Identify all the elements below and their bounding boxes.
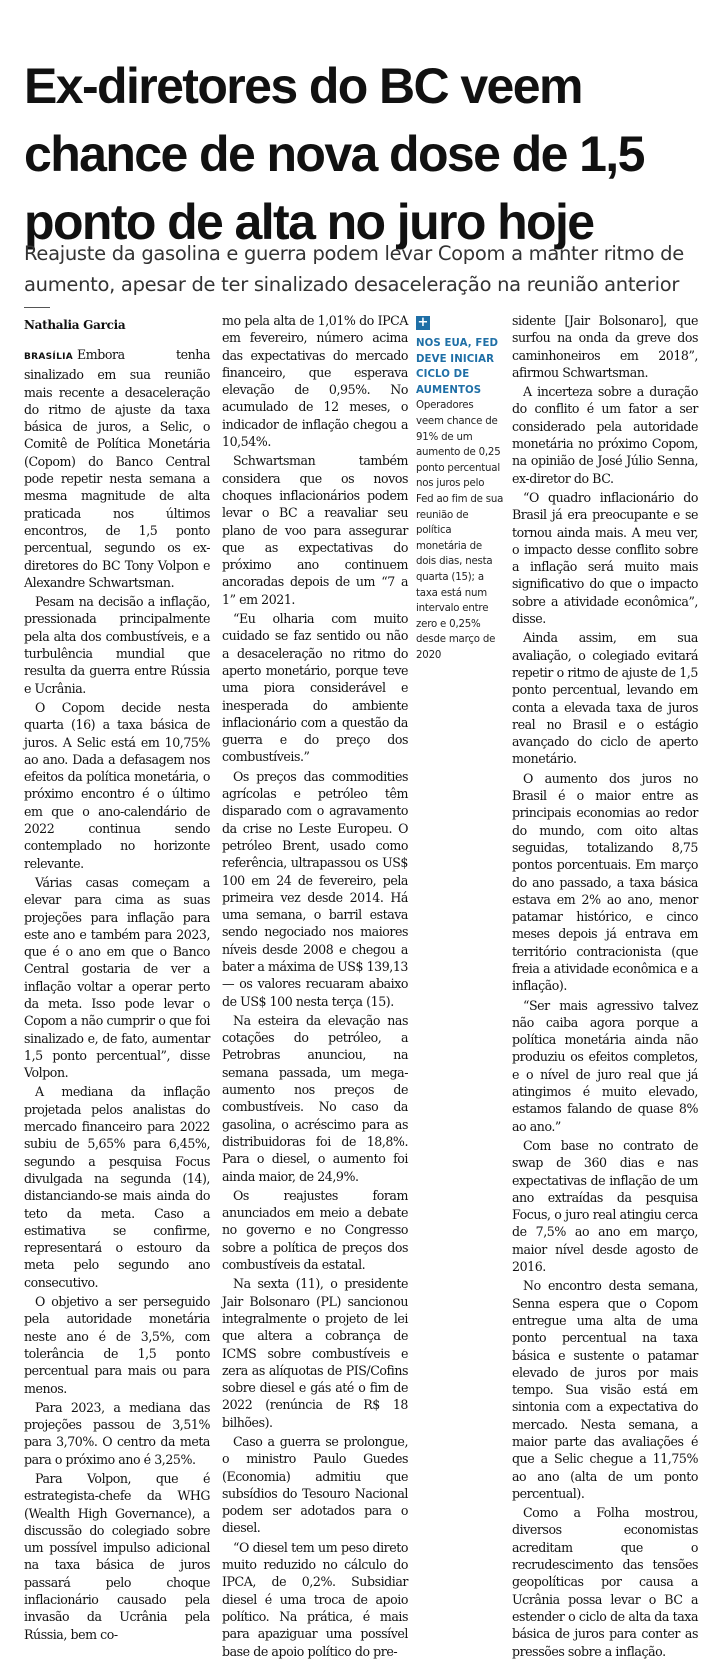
byline-rule bbox=[24, 307, 50, 308]
article-paragraph: Caso a guerra se prolongue, o ministro Paulo Guedes (Economia) admitiu que subsídios do Tesouro Nacional podem ser adotados para o diesel. bbox=[222, 1434, 408, 1536]
dateline: BRASÍLIA bbox=[24, 352, 74, 362]
article-paragraph: Várias casas começam a elevar para cima as suas projeções para inflação para este ano e também para 2023, que é o ano em que o Banco Central gostaria de ver a inflação voltar a operar perto da meta. Isso pode levar o Copom a não cumprir o que foi sinalizado e, de fato, aumentar 1,5 ponto percentual”, disse Volpon. bbox=[24, 874, 210, 1081]
article-paragraph: “Eu olharia com muito cuidado se faz sentido ou não a desaceleração no ritmo do aperto monetário, porque teve uma piora considerável e inesperada do ambiente inflacionário com a questão da guerra e do preço dos combustíveis.” bbox=[222, 611, 408, 765]
plus-icon: + bbox=[417, 315, 429, 330]
subheadline: Reajuste da gasolina e guerra podem levar Copom a manter ritmo de aumento, apesar de ter sinalizado desaceleração na reunião anterior bbox=[24, 242, 684, 296]
article-paragraph: Os reajustes foram anunciados em meio a debate no governo e no Congresso sobre a política de preços dos combustíveis da estatal. bbox=[222, 1187, 408, 1273]
article-paragraph: “O quadro inflacionário do Brasil já era preocupante e se tornou ainda mais. A meu ver, o impacto desse conflito sobre a inflação será muito mais significativo do que o impacto sobre a atividade econômica”, disse. bbox=[512, 489, 698, 627]
article-paragraph: sidente [Jair Bolsonaro], que surfou na onda da greve dos caminhoneiros em 2018”, afirmou Schwartsman. bbox=[512, 313, 698, 380]
sidebar-title: NOS EUA, FED DEVE INICIAR CICLO DE AUMENTOS bbox=[416, 338, 499, 396]
article-paragraph: O Copom decide nesta quarta (16) a taxa básica de juros. A Selic está em 10,75% ao ano. Dada a defasagem nos efeitos da política monetária, o próximo encontro é o último em que o ano-calendário de 2022 continua sendo contemplado no horizonte relevante. bbox=[24, 699, 210, 871]
sidebar-body: Operadores veem chance de 91% de um aumento de 0,25 ponto percentual nos juros pelo Fed ao fim de sua reunião de política monetária de dois dias, nesta quarta (15); a taxa está num intervalo entre zero e 0,25% desde março de 2020 bbox=[416, 400, 504, 661]
article-paragraph: Para Volpon, que é estrategista-chefe da WHG (Wealth High Governance), a discussão do colegiado sobre um possível impulso adicional na taxa básica de juros passará pelo choque inflacionário causado pela invasão da Ucrânia pela Rússia, bem co- bbox=[24, 1471, 210, 1642]
article-paragraph: mo pela alta de 1,01% do IPCA em fevereiro, número acima das expectativas do mercado financeiro, que esperava elevação de 0,95%. No acumulado de 12 meses, o indicador de inflação chegou a 10,54%. bbox=[222, 313, 408, 450]
article-paragraph: Como a Folha mostrou, diversos economistas acreditam que o recrudescimento das tensões geopolíticas por causa a Ucrânia possa levar o BC a estender o ciclo de alta da taxa básica de juros para conter as pressões sobre a inflação. bbox=[512, 1505, 698, 1659]
sidebar-box bbox=[416, 316, 504, 663]
article-paragraph: O aumento dos juros no Brasil é o maior entre as principais economias ao redor do mundo, com oito altas seguidas, totalizando 8,75 pontos porcentuais. Em março do ano passado, a taxa básica estava em 2% ao ano, menor patamar histórico, e cinco meses depois já entrava em território contracionista (que freia a atividade econômica e a inflação). bbox=[512, 770, 698, 994]
article-paragraph: “O diesel tem um peso direto muito reduzido no cálculo do IPCA, de 0,2%. Subsidiar diesel é uma troca de apoio político. Na prática, é mais para apaziguar uma possível base de apoio político do pre- bbox=[222, 1539, 408, 1659]
article-paragraph: A mediana da inflação projetada pelos analistas do mercado financeiro para 2022 subiu de 5,65% para 6,45%, segundo a pesquisa Focus divulgada na segunda (14), distanciando-se mais ainda do teto da meta. Caso a estimativa se confirme, representará o estouro da meta pelo segundo ano consecutivo. bbox=[24, 1084, 210, 1290]
headline: Ex-diretores do BC veem chance de nova dose de 1,5 ponto de alta no juro hoje bbox=[24, 57, 644, 250]
article-paragraph: Os preços das commodities agrícolas e petróleo têm disparado com o agravamento da crise no Leste Europeu. O petróleo Brent, usado como referência, ultrapassou os US$ 100 em 24 de fevereiro, pela primeira vez desde 2014. Há uma semana, o barril estava sendo negociado nos maiores níveis desde 2008 e chegou a bater a máxima de US$ 139,13 — os valores recuaram abaixo de US$ 100 nesta terça (15). bbox=[222, 768, 408, 1009]
article-column-1 bbox=[24, 346, 210, 1645]
article-paragraph: No encontro desta semana, Senna espera que o Copom entregue uma alta de uma ponto percentual na taxa básica e sustente o patamar elevado de juros por mais tempo. Sua visão está em sintonia com a expectativa do mercado. Nesta semana, a maior parte das avaliações é que a Selic chegue a 11,75% ao ano (alta de um ponto percentual). bbox=[512, 1278, 698, 1501]
article-paragraph: Ainda assim, em sua avaliação, o colegiado evitará repetir o ritmo de ajuste de 1,5 ponto percentual, levando em conta a elevada taxa de juros real no Brasil e o estágio avançado do ciclo de aperto monetário. bbox=[512, 630, 698, 767]
article-paragraph: A incerteza sobre a duração do conflito é um fator a ser considerado pela autoridade monetária no próximo Copom, na opinião de José Júlio Senna, ex-diretor do BC. bbox=[512, 384, 698, 486]
byline: Nathalia Garcia bbox=[24, 318, 126, 332]
article-paragraph: Pesam na decisão a inflação, pressionada principalmente pela alta dos combustíveis, e a turbulência mundial que resulta da guerra entre Rússia e Ucrânia. bbox=[24, 594, 210, 696]
article-paragraph: “Ser mais agressivo talvez não caiba agora porque a política monetária ainda não produziu os efeitos completos, e o nível de juro real que já atingimos é muito elevado, estamos falando de quase 8% ao ano.” bbox=[512, 997, 698, 1134]
article-paragraph: Schwartsman também considera que os novos choques inflacionários podem levar o BC a reavaliar seu plano de voo para assegurar que as expectativas do próximo ano continuem ancoradas depois de um “7 a 1” em 2021. bbox=[222, 453, 408, 607]
article-paragraph: Na sexta (11), o presidente Jair Bolsonaro (PL) sancionou integralmente o projeto de lei que altera a cobrança de ICMS sobre combustíveis e zera as alíquotas de PIS/Cofins sobre diesel e gás até o fim de 2022 (renúncia de R$ 18 bilhões). bbox=[222, 1276, 408, 1430]
article-paragraph: Na esteira da elevação nas cotações do petróleo, a Petrobras anunciou, na semana passada, um mega-aumento nos preços de combustíveis. No caso da gasolina, o acréscimo para as distribuidoras foi de 18,8%. Para o diesel, o aumento foi ainda maior, de 24,9%. bbox=[222, 1012, 408, 1184]
article-paragraph: Com base no contrato de swap de 360 dias e nas expectativas de inflação de um ano extraídas da pesquisa Focus, o juro real atingiu cerca de 7,5% ao ano em março, maior nível desde agosto de 2016. bbox=[512, 1137, 698, 1275]
article-paragraph: BRASÍLIA Embora tenha sinalizado em sua reunião mais recente a desaceleração do ritmo de ajuste da taxa básica de juros, a Selic, o Comitê de Política Monetária (Copom) do Banco Central pode repetir nesta semana a mesma magnitude de alta praticada nos últimos encontros, de 1,5 ponto percentual, segundo os ex-diretores do BC Tony Volpon e Alexandre Schwartsman. bbox=[24, 347, 210, 590]
article-column-2 bbox=[222, 312, 408, 1662]
article-paragraph: O objetivo a ser perseguido pela autoridade monetária neste ano é de 3,5%, com tolerância de 1,5 ponto percentual para mais ou para menos. bbox=[24, 1294, 210, 1396]
article-column-3 bbox=[512, 312, 698, 1662]
article-paragraph: Para 2023, a mediana das projeções passou de 3,51% para 3,70%. O centro da meta para o próximo ano é 3,25%. bbox=[24, 1399, 210, 1467]
